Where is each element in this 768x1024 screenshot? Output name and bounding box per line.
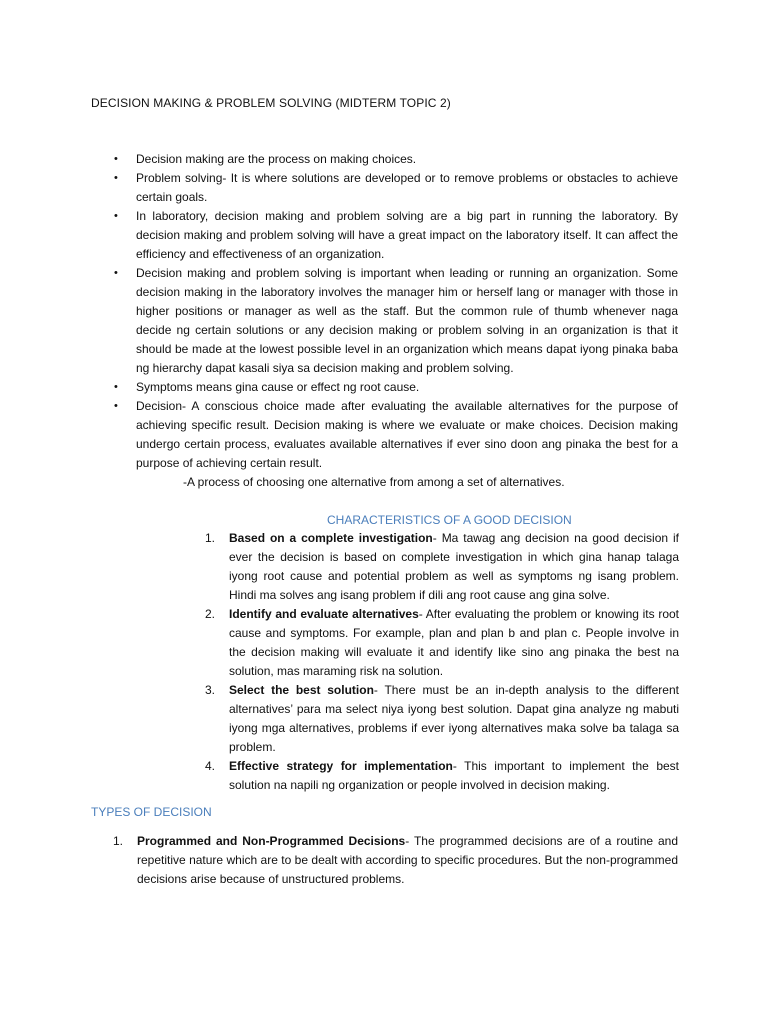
item-term: Effective strategy for implementation [229,759,453,773]
characteristics-list [205,529,679,795]
bullet-item [108,378,678,397]
characteristic-item [205,529,679,605]
bullet-text: Problem solving- It is where solutions are developed or to remove problems or obstacles to achieve certain goals. [136,171,678,204]
item-number: 4. [205,759,216,773]
item-term: Identify and evaluate alternatives [229,607,419,621]
bullet-text: Decision making are the process on making choices. [136,152,417,166]
bullet-marker: • [114,172,118,184]
type-item [113,832,678,889]
types-heading: TYPES OF DECISION [91,805,212,819]
bullet-item [108,397,678,473]
intro-bullet-list [108,150,678,473]
characteristic-item [205,605,679,681]
item-number: 1. [113,834,124,848]
item-text: - There must be an in-depth analysis to the different alternatives’ para ma select niya iyong best solution. Dapat gina analyze ng mabuti iyong mga alternatives, problems if ever iyong alternatives maka solve ba talaga sa problem. [229,683,679,754]
item-term: Based on a complete investigation [229,531,433,545]
item-number: 3. [205,683,216,697]
bullet-item [108,150,678,169]
item-number: 2. [205,607,216,621]
types-list [113,832,678,889]
characteristic-item [205,681,679,757]
bullet-marker: • [114,153,118,165]
item-text: - The programmed decisions are of a routine and repetitive nature which are to be dealt with according to specific procedures. But the non-programmed decisions arise because of unstructured problems. [137,834,679,886]
bullet-marker: • [114,381,118,393]
item-text: - Ma tawag ang decision na good decision if ever the decision is based on complete investigation in which gina hanap talaga iyong root cause and potential problem as well as symptoms ng isang problem. Hindi ma solves ang isang problem if dili ang root cause ang gina solve. [229,531,679,602]
item-term: Programmed and Non-Programmed Decisions [137,834,406,848]
decision-definition-subline: -A process of choosing one alternative from among a set of alternatives. [183,475,565,489]
bullet-marker: • [114,400,118,412]
bullet-item [108,207,678,264]
item-term: Select the best solution [229,683,374,697]
item-number: 1. [205,531,216,545]
item-text: - After evaluating the problem or knowing its root cause and symptoms. For example, plan and plan b and plan c. People involve in the decision making will evaluate it and identify like sino ang pinaka the best na solution, mas maraming risk na solution. [229,607,679,678]
bullet-marker: • [114,210,118,222]
characteristic-item [205,757,679,795]
bullet-item [108,264,678,378]
bullet-text: Decision making and problem solving is important when leading or running an organization. Some decision making in the laboratory involves the manager him or herself lang or manager with those in higher positions or manager as well as the staff. But the common rule of thumb whenever naga decide ng certain solutions or any decision making or problem solving in an organization is that it should be made at the lowest possible level in an organization which means dapat iyong pinaka baba ng hierarchy dapat kasali siya sa decision making and problem solving. [136,266,678,375]
document-title: DECISION MAKING & PROBLEM SOLVING (MIDTERM TOPIC 2) [91,96,451,110]
bullet-text: In laboratory, decision making and problem solving are a big part in running the laboratory. By decision making and problem solving will have a great impact on the laboratory itself. It can affect the efficiency and effectiveness of an organization. [136,209,678,261]
bullet-text: Symptoms means gina cause or effect ng root cause. [136,380,420,394]
characteristics-heading: CHARACTERISTICS OF A GOOD DECISION [327,513,572,527]
item-text: - This important to implement the best solution na napili ng organization or people involved in decision making. [229,759,679,792]
bullet-item [108,169,678,207]
bullet-marker: • [114,267,118,279]
bullet-text: Decision- A conscious choice made after evaluating the available alternatives for the purpose of achieving specific result. Decision making is where we evaluate or make choices. Decision making undergo certain process, evaluates available alternatives if ever sino doon ang pinaka the best for a purpose of achieving certain result. [136,399,678,470]
